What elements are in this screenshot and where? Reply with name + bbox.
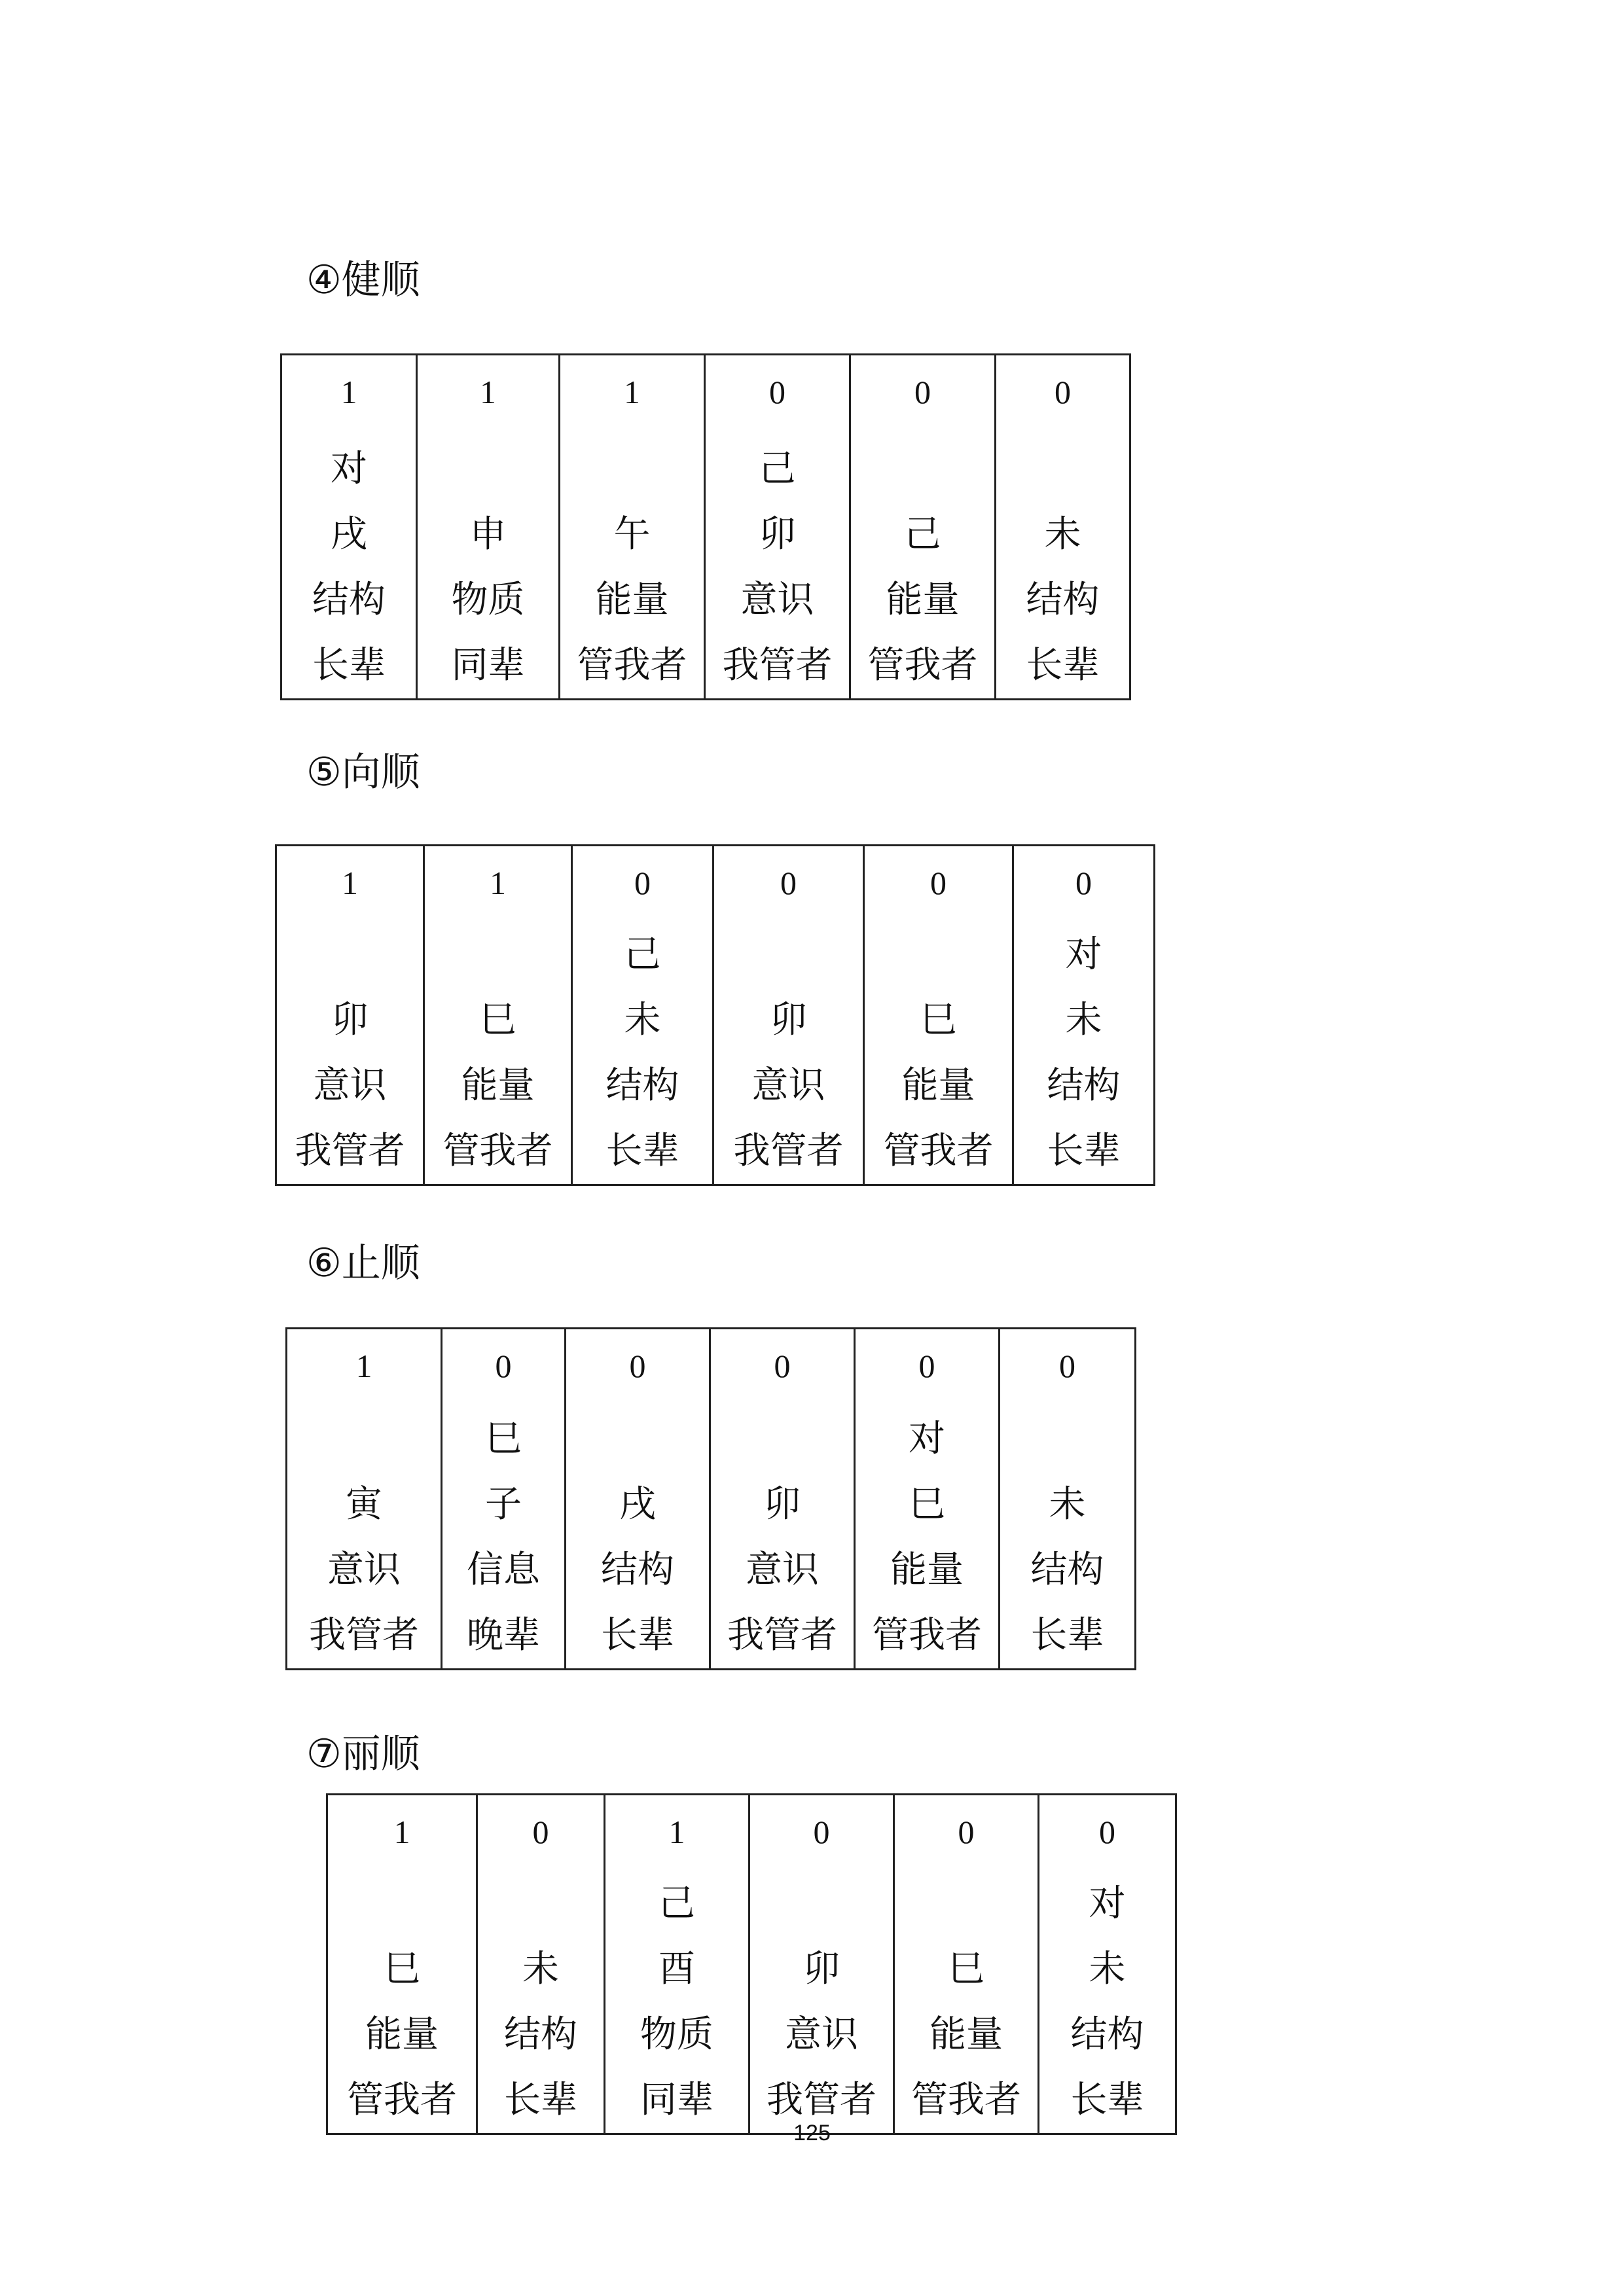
table-column <box>1000 1329 1134 1668</box>
cell-line: 晚辈 <box>466 1614 540 1657</box>
table-column <box>714 846 865 1184</box>
cell-line: 结构 <box>1047 1064 1121 1107</box>
cell-line: 结构 <box>503 2013 577 2056</box>
table-column <box>996 355 1129 698</box>
cell-line: 能量 <box>461 1064 535 1107</box>
cell-line: 酉 <box>659 1948 696 1990</box>
cell-line: 长辈 <box>1047 1130 1121 1172</box>
table-column <box>418 355 560 698</box>
cell-line: 物质 <box>640 2013 714 2056</box>
cell-line: 未 <box>522 1948 559 1990</box>
cell-line: 管我者 <box>346 2079 457 2121</box>
table-column <box>851 355 996 698</box>
binary-value: 0 <box>1099 1814 1115 1850</box>
table-column <box>750 1795 895 2133</box>
binary-value: 0 <box>1055 374 1071 410</box>
binary-value: 1 <box>668 1814 685 1850</box>
cell-line: 对 <box>1065 933 1102 976</box>
cell-line: 管我者 <box>883 1130 994 1172</box>
cell-line: 意识 <box>327 1549 401 1591</box>
cell-line: 申 <box>469 513 507 556</box>
table <box>280 353 1131 700</box>
table <box>275 844 1155 1186</box>
binary-value: 1 <box>490 865 506 901</box>
table-column <box>706 355 851 698</box>
cell-line: 结构 <box>312 579 386 621</box>
binary-value: 0 <box>634 865 651 901</box>
cell-line: 我管者 <box>767 2079 876 2121</box>
cell-line: 己 <box>904 513 941 556</box>
binary-value: 0 <box>1059 1348 1075 1384</box>
cell-line: 长辈 <box>1026 644 1100 687</box>
cell-line: 能量 <box>901 1064 975 1107</box>
table-column <box>605 1795 750 2133</box>
cell-line: 管我者 <box>442 1130 553 1172</box>
cell-line: 长辈 <box>1070 2079 1144 2121</box>
cell-line: 巳 <box>383 1948 420 1990</box>
cell-line: 长辈 <box>503 2079 577 2121</box>
cell-line: 我管者 <box>295 1130 405 1172</box>
cell-line: 我管者 <box>308 1614 419 1657</box>
table-column <box>865 846 1014 1184</box>
cell-line: 卯 <box>331 999 369 1041</box>
table-column <box>1014 846 1153 1184</box>
binary-value: 0 <box>813 1814 830 1850</box>
cell-line: 管我者 <box>577 644 687 687</box>
cell-line: 意识 <box>751 1064 825 1107</box>
cell-line: 我管者 <box>733 1130 844 1172</box>
cell-line: 午 <box>613 513 651 556</box>
cell-line: 巳 <box>479 999 516 1041</box>
binary-value: 1 <box>355 1348 372 1384</box>
cell-line: 长辈 <box>605 1130 679 1172</box>
section-heading: ⑤向顺 <box>306 749 420 795</box>
cell-line: 长辈 <box>1030 1614 1104 1657</box>
section-heading: ⑥止顺 <box>306 1240 420 1286</box>
cell-line: 戌 <box>619 1483 657 1526</box>
binary-value: 0 <box>918 1348 935 1384</box>
cell-line: 我管者 <box>727 1614 837 1657</box>
binary-value: 0 <box>780 865 797 901</box>
cell-line: 我管者 <box>722 644 833 687</box>
table-column <box>566 1329 711 1668</box>
cell-line: 巳 <box>947 1948 984 1990</box>
table-column <box>425 846 573 1184</box>
cell-line: 未 <box>1044 513 1081 556</box>
cell-line: 长辈 <box>601 1614 675 1657</box>
table-column <box>277 846 425 1184</box>
cell-line: 结构 <box>1030 1549 1104 1591</box>
cell-line: 未 <box>1065 999 1102 1041</box>
cell-line: 能量 <box>929 2013 1003 2056</box>
binary-value: 0 <box>769 374 785 410</box>
cell-line: 管我者 <box>871 1614 982 1657</box>
cell-line: 意识 <box>785 2013 858 2056</box>
section-heading: ④健顺 <box>306 257 420 303</box>
cell-line: 管我者 <box>911 2079 1021 2121</box>
binary-value: 1 <box>342 865 358 901</box>
table-column <box>478 1795 605 2133</box>
cell-line: 结构 <box>601 1549 675 1591</box>
binary-value: 0 <box>495 1348 512 1384</box>
cell-line: 结构 <box>1026 579 1100 621</box>
cell-line: 寅 <box>345 1483 382 1526</box>
cell-line: 卯 <box>764 1483 801 1526</box>
cell-line: 意识 <box>740 579 814 621</box>
table-column <box>856 1329 1000 1668</box>
binary-value: 0 <box>774 1348 791 1384</box>
cell-line: 同辈 <box>451 644 525 687</box>
cell-line: 卯 <box>803 1948 840 1990</box>
binary-value: 0 <box>914 374 931 410</box>
binary-value: 1 <box>480 374 496 410</box>
binary-value: 0 <box>958 1814 975 1850</box>
cell-line: 对 <box>908 1418 945 1460</box>
table-column <box>282 355 418 698</box>
cell-line: 能量 <box>890 1549 964 1591</box>
table-column <box>328 1795 478 2133</box>
cell-line: 卯 <box>770 999 807 1041</box>
table-column <box>573 846 714 1184</box>
section-heading: ⑦丽顺 <box>306 1731 420 1777</box>
cell-line: 未 <box>624 999 661 1041</box>
cell-line: 同辈 <box>640 2079 714 2121</box>
cell-line: 己 <box>624 933 661 976</box>
cell-line: 己 <box>759 448 796 490</box>
cell-line: 结构 <box>1070 2013 1144 2056</box>
table-column <box>287 1329 442 1668</box>
cell-line: 戌 <box>331 513 367 556</box>
table <box>285 1327 1136 1670</box>
table-column <box>895 1795 1039 2133</box>
table-column <box>1039 1795 1175 2133</box>
cell-line: 能量 <box>595 579 669 621</box>
binary-value: 0 <box>930 865 947 901</box>
cell-line: 意识 <box>746 1549 819 1591</box>
cell-line: 结构 <box>605 1064 679 1107</box>
cell-line: 管我者 <box>867 644 978 687</box>
page-number: 125 <box>793 2121 831 2145</box>
cell-line: 巳 <box>484 1418 522 1460</box>
cell-line: 子 <box>484 1483 522 1526</box>
cell-line: 信息 <box>466 1549 540 1591</box>
table-column <box>442 1329 566 1668</box>
binary-value: 1 <box>340 374 357 410</box>
cell-line: 能量 <box>365 2013 439 2056</box>
cell-line: 物质 <box>451 579 525 621</box>
table-column <box>711 1329 856 1668</box>
binary-value: 0 <box>532 1814 549 1850</box>
table <box>326 1793 1177 2135</box>
binary-value: 1 <box>393 1814 410 1850</box>
binary-value: 0 <box>629 1348 646 1384</box>
cell-line: 未 <box>1089 1948 1126 1990</box>
cell-line: 长辈 <box>312 644 386 687</box>
cell-line: 对 <box>1089 1882 1126 1925</box>
cell-line: 能量 <box>886 579 960 621</box>
cell-line: 未 <box>1049 1483 1086 1526</box>
cell-line: 巳 <box>908 1483 945 1526</box>
cell-line: 巳 <box>920 999 957 1041</box>
binary-value: 1 <box>624 374 640 410</box>
cell-line: 卯 <box>759 513 796 556</box>
cell-line: 对 <box>331 448 367 490</box>
table-column <box>560 355 706 698</box>
cell-line: 己 <box>659 1882 696 1925</box>
cell-line: 意识 <box>313 1064 387 1107</box>
binary-value: 0 <box>1075 865 1092 901</box>
